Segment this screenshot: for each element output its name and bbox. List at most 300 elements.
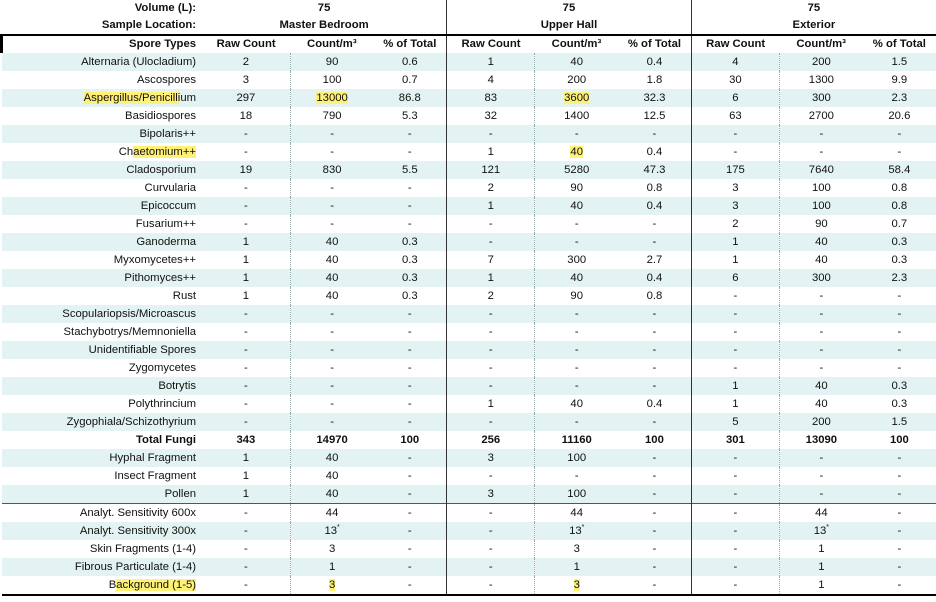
cell-value: 1: [242, 290, 250, 302]
percent-total-cell: [373, 143, 446, 161]
cell-value: -: [488, 579, 493, 591]
cell-value: 30: [729, 74, 742, 86]
cell-value: 40: [570, 146, 583, 158]
raw-count-cell: [447, 540, 535, 558]
count-per-m3-cell: [535, 413, 618, 431]
cell-value: -: [897, 290, 902, 302]
count-per-m3-cell: [290, 143, 373, 161]
count-per-m3-cell: [535, 341, 618, 359]
count-per-m3-cell: [535, 449, 618, 467]
table-row: [2, 89, 936, 107]
cell-value: 63: [729, 110, 742, 122]
raw-count-cell: [447, 305, 535, 323]
percent-total-cell: [863, 179, 936, 197]
cell-value: 300: [811, 272, 831, 284]
cell-value: 9.9: [891, 74, 908, 86]
percent-total-cell: [618, 53, 691, 71]
cell-value: 11160: [561, 434, 592, 446]
raw-count-cell: [202, 305, 290, 323]
cell-value: -: [733, 308, 738, 320]
percent-total-cell: [373, 71, 446, 89]
percent-total-cell: [373, 287, 446, 305]
cell-value: -: [574, 128, 579, 140]
cell-value: -: [243, 128, 248, 140]
cell-value: -: [243, 579, 248, 591]
row-label: Pithomyces++: [2, 269, 203, 287]
cell-value: -: [243, 507, 248, 519]
percent-total-cell: [618, 125, 691, 143]
cell-value: 13000: [316, 92, 348, 104]
cell-value: 1: [732, 398, 739, 410]
cell-value: 0.6: [401, 56, 418, 68]
raw-count-cell: [447, 504, 535, 523]
count-per-m3-cell: [535, 485, 618, 504]
cell-value: -: [330, 308, 334, 320]
raw-count-cell: [691, 467, 779, 485]
cell-value: 44: [570, 507, 583, 519]
count-per-m3-cell: [535, 305, 618, 323]
percent-total-header: % of Total: [618, 35, 691, 53]
cell-value: 40: [815, 254, 828, 266]
cell-value: -: [330, 200, 334, 212]
count-per-m3-cell: [780, 215, 863, 233]
raw-count-cell: [691, 287, 779, 305]
count-per-m3-cell: [290, 395, 373, 413]
cell-value: -: [488, 128, 493, 140]
count-per-m3-cell: [290, 251, 373, 269]
cell-value: -: [897, 308, 902, 320]
cell-value: -: [652, 507, 657, 519]
count-per-m3-cell: [535, 504, 618, 523]
percent-total-cell: [863, 576, 936, 595]
cell-value: -: [652, 470, 657, 482]
row-label: Insect Fragment: [2, 467, 203, 485]
cell-value: 1.5: [891, 56, 908, 68]
count-per-m3-cell: [780, 179, 863, 197]
cell-value: 0.3: [401, 272, 418, 284]
percent-total-cell: [618, 71, 691, 89]
cell-value: -: [243, 218, 248, 230]
row-label: Ganoderma: [2, 233, 203, 251]
count-per-m3-cell: [780, 359, 863, 377]
count-per-m3-cell: [290, 485, 373, 504]
row-label: Polythrincium: [2, 395, 203, 413]
cell-value: -: [243, 344, 248, 356]
cell-value: -: [574, 470, 579, 482]
row-label: Fusarium++: [2, 215, 203, 233]
cell-value: 2: [487, 182, 494, 194]
cell-value: 100: [322, 74, 342, 86]
cell-value: 0.8: [646, 290, 663, 302]
percent-total-cell: [618, 305, 691, 323]
count-per-m3-cell: [780, 522, 863, 540]
cell-value: -: [897, 525, 902, 537]
cell-value: -: [407, 525, 412, 537]
percent-total-cell: [618, 413, 691, 431]
cell-value: -: [819, 362, 824, 374]
percent-total-cell: [863, 269, 936, 287]
count-per-m3-cell: [290, 125, 373, 143]
percent-total-cell: [373, 269, 446, 287]
cell-value: -: [897, 362, 902, 374]
cell-value: 40: [570, 398, 583, 410]
row-label: Background (1-5): [2, 576, 203, 595]
raw-count-cell: [202, 395, 290, 413]
row-label: Botrytis: [2, 377, 203, 395]
count-per-m3-cell: [780, 431, 863, 449]
percent-total-cell: [618, 576, 691, 595]
cell-value: 200: [567, 74, 587, 86]
cell-value: -: [574, 362, 579, 374]
cell-value: 90: [325, 56, 339, 68]
percent-total-cell: [373, 341, 446, 359]
raw-count-cell: [202, 269, 290, 287]
raw-count-cell: [202, 576, 290, 595]
cell-value: 0.3: [891, 254, 908, 266]
cell-value: 100: [567, 452, 587, 464]
raw-count-cell: [202, 431, 290, 449]
row-label: Epicoccum: [2, 197, 203, 215]
percent-total-cell: [373, 467, 446, 485]
raw-count-cell: [447, 179, 535, 197]
cell-value: 1: [818, 579, 825, 591]
percent-total-cell: [863, 395, 936, 413]
cell-value: 175: [725, 164, 745, 176]
row-label: Curvularia: [2, 179, 203, 197]
count-per-m3-cell: [290, 413, 373, 431]
count-per-m3-cell: [290, 179, 373, 197]
percent-total-cell: [618, 269, 691, 287]
cell-value: 40: [325, 290, 339, 302]
raw-count-cell: [691, 359, 779, 377]
table-row: [2, 431, 936, 449]
cell-value: -: [574, 416, 579, 428]
percent-total-cell: [373, 251, 446, 269]
percent-total-cell: [618, 558, 691, 576]
count-per-m3-cell: [535, 359, 618, 377]
count-per-m3-cell: [535, 323, 618, 341]
cell-value: -: [733, 326, 738, 338]
row-label: Stachybotrys/Memnoniella: [2, 323, 203, 341]
count-per-m3-cell: [780, 413, 863, 431]
cell-value: 0.3: [401, 236, 418, 248]
sample-3-location: Exterior: [792, 19, 836, 31]
table-row: [2, 269, 936, 287]
cell-value: -: [819, 488, 824, 500]
cell-value: -: [330, 344, 334, 356]
raw-count-cell: [447, 522, 535, 540]
sample-1-volume: 75: [202, 0, 447, 17]
count-per-m3-cell: [535, 143, 618, 161]
data-rows: [2, 53, 936, 595]
count-per-m3-cell: [780, 107, 863, 125]
table-row: [2, 125, 936, 143]
count-per-m3-cell: [780, 251, 863, 269]
cell-value: -: [733, 488, 738, 500]
row-label: Pollen: [2, 485, 203, 504]
percent-total-cell: [373, 323, 446, 341]
raw-count-cell: [447, 233, 535, 251]
cell-value: -: [819, 308, 824, 320]
percent-total-cell: [618, 540, 691, 558]
raw-count-cell: [691, 125, 779, 143]
percent-total-cell: [863, 341, 936, 359]
cell-value: -: [243, 182, 248, 194]
cell-value: -: [897, 543, 902, 555]
cell-value: -: [330, 218, 334, 230]
cell-value: -: [819, 326, 824, 338]
count-per-m3-cell: [535, 522, 618, 540]
cell-value: 40: [570, 200, 583, 212]
cell-value: -: [733, 344, 738, 356]
cell-value: 1: [242, 470, 250, 482]
percent-total-cell: [373, 89, 446, 107]
count-per-m3-cell: [780, 269, 863, 287]
percent-total-cell: [618, 341, 691, 359]
cell-value: 100: [889, 434, 909, 446]
sample-3-volume: 75: [807, 2, 821, 14]
table-row: [2, 341, 936, 359]
cell-value: 1: [732, 236, 739, 248]
count-per-m3-cell: [535, 269, 618, 287]
percent-total-cell: [373, 504, 446, 523]
count-per-m3-cell: [780, 485, 863, 504]
cell-value: 0.4: [646, 56, 663, 68]
cell-value: 6: [732, 92, 739, 104]
percent-total-cell: [373, 215, 446, 233]
count-per-m3-cell: [780, 467, 863, 485]
count-per-m3-cell: [535, 125, 618, 143]
cell-value: -: [407, 398, 412, 410]
cell-value: 44: [815, 507, 828, 519]
cell-value: -: [330, 146, 334, 158]
count-per-m3-cell: [535, 377, 618, 395]
cell-value: -: [243, 561, 248, 573]
raw-count-cell: [202, 522, 290, 540]
raw-count-header: Raw Count: [691, 35, 779, 53]
raw-count-cell: [202, 359, 290, 377]
raw-count-cell: [202, 540, 290, 558]
cell-value: 256: [481, 434, 501, 446]
count-per-m3-cell: [290, 540, 373, 558]
percent-total-cell: [373, 107, 446, 125]
count-per-m3-cell: [780, 395, 863, 413]
raw-count-cell: [691, 485, 779, 504]
percent-total-cell: [863, 359, 936, 377]
cell-value: -: [652, 488, 657, 500]
percent-total-header: % of Total: [373, 35, 446, 53]
percent-total-cell: [863, 89, 936, 107]
raw-count-cell: [691, 377, 779, 395]
percent-total-cell: [618, 179, 691, 197]
percent-total-cell: [618, 395, 691, 413]
count-per-m3-cell: [780, 143, 863, 161]
cell-value: -: [652, 218, 657, 230]
cell-value: 3600: [564, 92, 590, 104]
cell-value: -: [330, 182, 334, 194]
cell-value: 1: [732, 380, 739, 392]
raw-count-cell: [447, 125, 535, 143]
cell-value: 1: [732, 254, 739, 266]
row-label: Total Fungi: [2, 431, 203, 449]
cell-value: -: [488, 362, 493, 374]
cell-value: 3: [573, 543, 580, 555]
raw-count-header: Raw Count: [447, 35, 535, 53]
cell-value: 0.8: [646, 182, 663, 194]
footnote-marker: *: [826, 524, 830, 532]
count-per-m3-header: Count/m³: [290, 35, 373, 53]
table-row: [2, 395, 936, 413]
count-per-m3-cell: [290, 467, 373, 485]
cell-value: 301: [725, 434, 745, 446]
percent-total-cell: [863, 251, 936, 269]
raw-count-cell: [447, 576, 535, 595]
cell-value: -: [733, 543, 738, 555]
cell-value: -: [733, 470, 738, 482]
cell-value: 1: [818, 561, 825, 573]
raw-count-cell: [691, 143, 779, 161]
cell-value: -: [652, 380, 657, 392]
raw-count-cell: [691, 251, 779, 269]
raw-count-cell: [202, 467, 290, 485]
percent-total-cell: [373, 53, 446, 71]
raw-count-cell: [447, 269, 535, 287]
percent-total-cell: [618, 215, 691, 233]
cell-value: -: [243, 380, 248, 392]
raw-count-cell: [202, 215, 290, 233]
raw-count-cell: [202, 413, 290, 431]
cell-value: -: [897, 507, 902, 519]
percent-total-cell: [618, 359, 691, 377]
percent-total-cell: [618, 287, 691, 305]
cell-value: -: [652, 452, 657, 464]
count-per-m3-cell: [535, 197, 618, 215]
cell-value: 0.3: [891, 236, 908, 248]
cell-value: -: [897, 488, 902, 500]
cell-value: 47.3: [643, 164, 666, 176]
raw-count-cell: [691, 323, 779, 341]
row-label: Basidiospores: [2, 107, 203, 125]
cell-value: -: [897, 146, 902, 158]
cell-value: -: [407, 561, 412, 573]
raw-count-cell: [691, 89, 779, 107]
percent-total-cell: [863, 53, 936, 71]
percent-total-cell: [863, 413, 936, 431]
cell-value: -: [574, 308, 579, 320]
cell-value: 0.8: [891, 200, 908, 212]
count-per-m3-cell: [780, 161, 863, 179]
percent-total-cell: [863, 71, 936, 89]
table-row: [2, 449, 936, 467]
count-per-m3-cell: [535, 179, 618, 197]
percent-total-cell: [863, 540, 936, 558]
table-row: [2, 161, 936, 179]
raw-count-cell: [691, 431, 779, 449]
raw-count-cell: [202, 179, 290, 197]
cell-value: 297: [236, 92, 256, 104]
count-per-m3-cell: [780, 305, 863, 323]
cell-value: 12.5: [643, 110, 666, 122]
percent-total-cell: [863, 377, 936, 395]
percent-total-cell: [863, 143, 936, 161]
cell-value: 4: [732, 56, 739, 68]
cell-value: 7: [487, 254, 494, 266]
cell-value: -: [407, 380, 412, 392]
cell-value: 32: [484, 110, 498, 122]
raw-count-cell: [691, 558, 779, 576]
percent-total-cell: [618, 197, 691, 215]
cell-value: -: [488, 525, 493, 537]
count-per-m3-cell: [290, 522, 373, 540]
cell-value: -: [407, 326, 412, 338]
count-per-m3-cell: [290, 341, 373, 359]
percent-total-cell: [373, 576, 446, 595]
raw-count-cell: [691, 413, 779, 431]
raw-count-cell: [691, 53, 779, 71]
cell-value: -: [407, 507, 412, 519]
raw-count-cell: [691, 179, 779, 197]
cell-value: -: [407, 218, 412, 230]
raw-count-cell: [691, 233, 779, 251]
cell-value: -: [488, 308, 493, 320]
cell-value: 90: [570, 182, 583, 194]
percent-total-cell: [863, 323, 936, 341]
count-per-m3-cell: [535, 251, 618, 269]
count-per-m3-cell: [290, 323, 373, 341]
cell-value: 40: [815, 236, 828, 248]
cell-value: 2.3: [891, 92, 908, 104]
cell-value: -: [330, 398, 334, 410]
percent-total-cell: [618, 161, 691, 179]
cell-value: -: [897, 579, 902, 591]
count-per-m3-cell: [780, 341, 863, 359]
raw-count-cell: [447, 53, 535, 71]
location-label: Sample Location:: [101, 19, 197, 31]
cell-value: 2: [242, 56, 250, 68]
count-per-m3-cell: [290, 558, 373, 576]
cell-value: 58.4: [888, 164, 911, 176]
row-label: Unidentifiable Spores: [2, 341, 203, 359]
count-per-m3-cell: [535, 89, 618, 107]
cell-value: 1: [242, 488, 250, 500]
cell-value: 1: [487, 272, 494, 284]
table-row: [2, 504, 936, 523]
cell-value: 1400: [564, 110, 590, 122]
table-row: [2, 179, 936, 197]
count-per-m3-cell: [535, 558, 618, 576]
table-row: [2, 197, 936, 215]
raw-count-cell: [691, 197, 779, 215]
cell-value: -: [243, 525, 248, 537]
row-label: Alternaria (Ulocladium): [2, 53, 203, 71]
raw-count-cell: [202, 341, 290, 359]
cell-value: -: [819, 470, 824, 482]
cell-value: 3: [573, 579, 580, 591]
raw-count-cell: [202, 449, 290, 467]
table-row: [2, 287, 936, 305]
cell-value: 14970: [316, 434, 348, 446]
cell-value: 83: [484, 92, 498, 104]
cell-value: 13090: [805, 434, 838, 446]
cell-value: 343: [236, 434, 256, 446]
cell-value: -: [652, 362, 657, 374]
cell-value: -: [243, 398, 248, 410]
count-per-m3-cell: [780, 233, 863, 251]
count-per-m3-cell: [535, 576, 618, 595]
cell-value: -: [897, 128, 902, 140]
cell-value: -: [407, 416, 412, 428]
cell-value: 18: [239, 110, 253, 122]
